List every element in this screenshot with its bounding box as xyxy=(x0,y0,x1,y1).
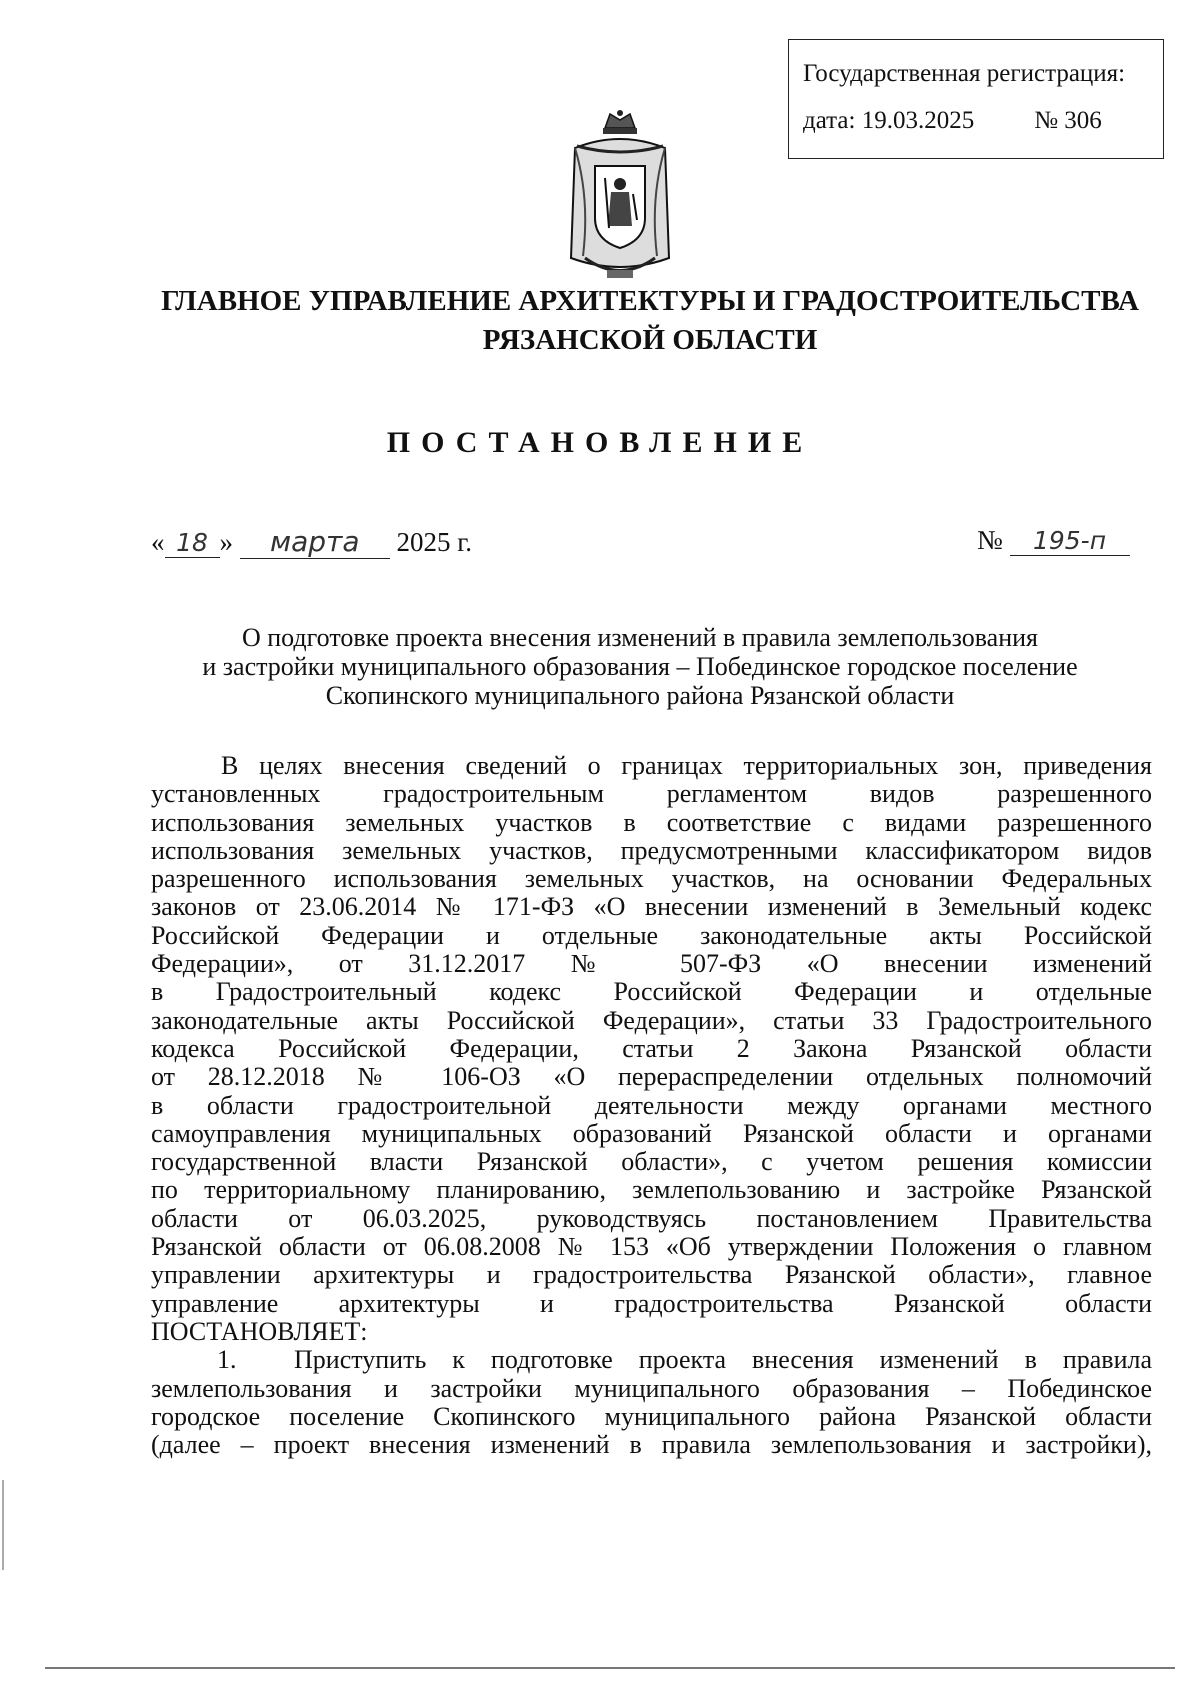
body-line: в области градостроительной деятельности между органами местного xyxy=(151,1090,1152,1120)
body-line: кодекса Российской Федерации, статьи 2 Закона Рязанской области xyxy=(151,1033,1152,1063)
body-line: использования земельных участков, предусмотренными классификатором видов xyxy=(151,835,1152,865)
subject-line: О подготовке проекта внесения изменений в правила землепользования xyxy=(241,623,1038,652)
body-line: Российской Федерации и отдельные законодательные акты Российской xyxy=(151,920,1152,950)
point-1-line: городское поселение Скопинского муниципального района Рязанской области xyxy=(151,1401,1152,1431)
body-line: по территориальному планированию, землепользованию и застройке Рязанской xyxy=(151,1175,1152,1205)
body-line: разрешенного использования земельных участков, на основании Федеральных xyxy=(151,864,1152,894)
body-line: Рязанской области от 06.08.2008 № 153 «Об утверждении Положения о главном xyxy=(151,1232,1152,1262)
date-day-handwritten: 18 xyxy=(165,528,220,558)
date-open-quote: « xyxy=(151,527,165,557)
body-line: области от 06.03.2025, руководствуясь постановлением Правительства xyxy=(151,1203,1152,1233)
document-body xyxy=(151,752,1152,1459)
organization-line-2: РЯЗАНСКОЙ ОБЛАСТИ xyxy=(482,324,818,356)
body-line: В целях внесения сведений о границах территориальных зон, приведения xyxy=(221,751,1152,780)
point-1-line: землепользования и застройки муниципального образования – Побединское xyxy=(151,1373,1152,1403)
coat-of-arms-icon xyxy=(565,108,675,283)
body-line: от 28.12.2018 № 106-ОЗ «О перераспределении отдельных полномочий xyxy=(151,1062,1152,1092)
registration-stamp xyxy=(788,39,1164,159)
body-line: управление архитектуры и градостроительства Рязанской области xyxy=(151,1288,1152,1318)
point-1-label: 1. xyxy=(217,1345,237,1375)
registration-number: № 306 xyxy=(1034,107,1102,134)
date-year: 2025 г. xyxy=(396,527,473,557)
date-close-quote: » xyxy=(219,527,233,557)
registration-date: дата: 19.03.2025 xyxy=(803,107,975,134)
document-date xyxy=(151,525,472,559)
number-prefix: № xyxy=(977,525,1003,555)
body-line: использования земельных участков в соответствие с видами разрешенного xyxy=(151,807,1152,837)
body-line: установленных градостроительным регламентом видов разрешенного xyxy=(151,779,1152,809)
organization-line-1: ГЛАВНОЕ УПРАВЛЕНИЕ АРХИТЕКТУРЫ И ГРАДОСТРОИТЕЛЬСТВА xyxy=(161,285,1139,317)
scan-edge-mark xyxy=(2,1480,4,1570)
body-line: законов от 23.06.2014 № 171-ФЗ «О внесении изменений в Земельный кодекс xyxy=(151,892,1152,922)
subject-line: Скопинского муниципального района Рязанской области xyxy=(325,681,955,710)
registration-title: Государственная регистрация: xyxy=(803,60,1126,87)
document-number xyxy=(977,525,1130,556)
subject-line: и застройки муниципального образования – Побединское городское поселение xyxy=(202,652,1078,681)
point-1-line: (далее – проект внесения изменений в правила землепользования и застройки), xyxy=(151,1430,1152,1460)
body-line: государственной власти Рязанской области», с учетом решения комиссии xyxy=(151,1147,1152,1177)
point-1-line: Приступить к подготовке проекта внесения изменений в правила xyxy=(294,1345,1152,1375)
body-line: законодательные акты Российской Федерации», статьи 33 Градостроительного xyxy=(151,1005,1152,1035)
organization-name xyxy=(100,282,1200,360)
body-line-decree: ПОСТАНОВЛЯЕТ: xyxy=(151,1316,368,1346)
body-line: в Градостроительный кодекс Российской Федерации и отдельные xyxy=(151,977,1152,1007)
body-line: самоуправления муниципальных образований Рязанской области и органами xyxy=(151,1118,1152,1148)
document-type: ПОСТАНОВЛЕНИЕ xyxy=(386,426,814,459)
point-1-first-line xyxy=(151,1346,1152,1374)
body-line: Федерации», от 31.12.2017 № 507-ФЗ «О внесении изменений xyxy=(151,949,1152,979)
body-line: управлении архитектуры и градостроительства Рязанской области», главное xyxy=(151,1260,1152,1290)
scan-bottom-edge xyxy=(45,1667,1175,1669)
number-handwritten: 195-п xyxy=(1010,526,1130,556)
date-month-handwritten: марта xyxy=(240,525,390,559)
registration-details xyxy=(803,105,1163,136)
document-subject xyxy=(140,623,1140,710)
